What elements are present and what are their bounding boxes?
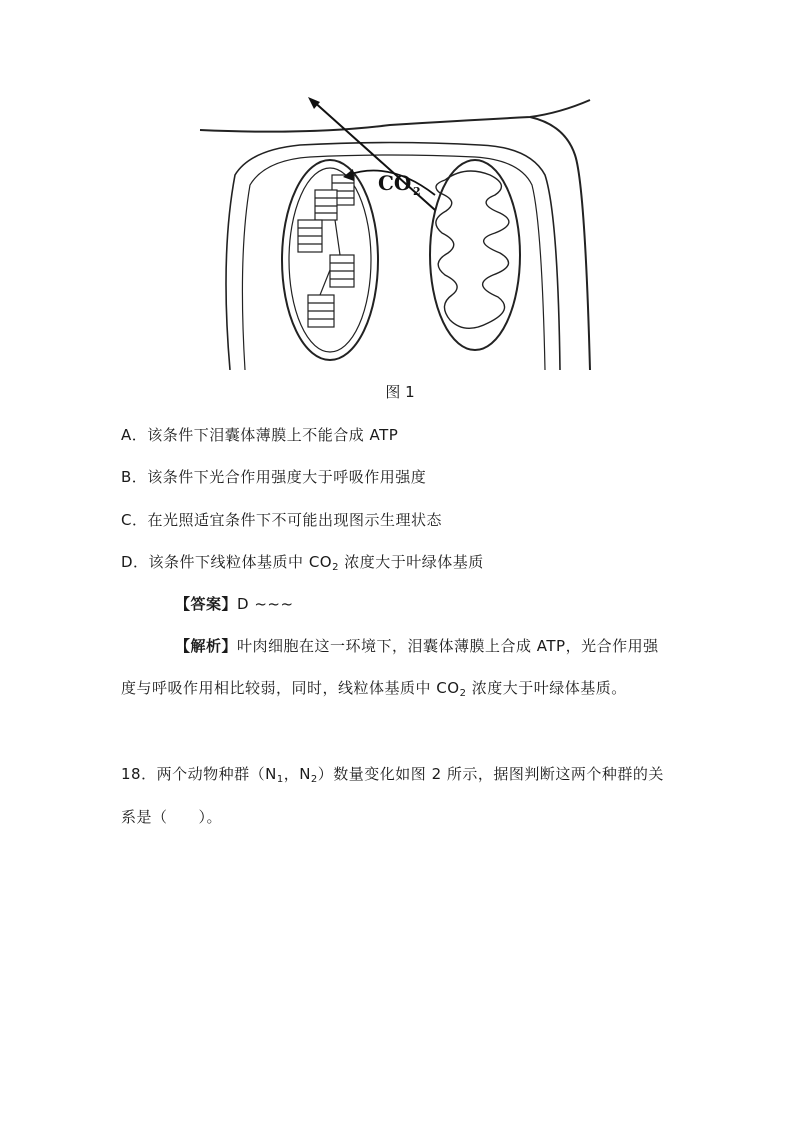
option-b: B．该条件下光合作用强度大于呼吸作用强度 xyxy=(121,468,427,486)
cell-wall-top xyxy=(200,100,590,132)
option-d: D．该条件下线粒体基质中 $CO_2$ 浓度大于叶绿体基质 xyxy=(121,553,484,573)
grana xyxy=(298,175,354,327)
question-18-line-1: 18．两个动物种群（$N_1$，$N_2$）数量变化如图 2 所示，据图判断这两个种群的关 xyxy=(121,765,664,785)
answer-line xyxy=(175,593,294,614)
mitochondrion-cristae xyxy=(436,171,509,328)
co2-label: CO xyxy=(378,171,412,195)
option-c: C．在光照适宜条件下不可能出现图示生理状态 xyxy=(121,511,442,529)
answer-value: D ~~~ xyxy=(237,595,294,613)
analysis-tag: 【解析】 xyxy=(175,637,238,655)
question-18-line-2: 系是（ ）。 xyxy=(121,808,223,826)
figure-caption: 图 1 xyxy=(385,383,415,401)
mitochondrion-outer xyxy=(430,160,520,350)
co2-subscript: 2 xyxy=(413,185,421,198)
arrow-head-out xyxy=(308,97,320,109)
cell-diagram xyxy=(190,95,610,370)
analysis-line-2: 度与呼吸作用相比较弱，同时，线粒体基质中 $CO_2$ 浓度大于叶绿体基质。 xyxy=(121,679,627,699)
answer-tag: 【答案】 xyxy=(175,595,238,613)
option-a: A．该条件下泪囊体薄膜上不能合成 ATP xyxy=(121,426,399,444)
analysis-line-1: 【解析】叶肉细胞在这一环境下，泪囊体薄膜上合成 ATP，光合作用强 xyxy=(175,637,659,655)
